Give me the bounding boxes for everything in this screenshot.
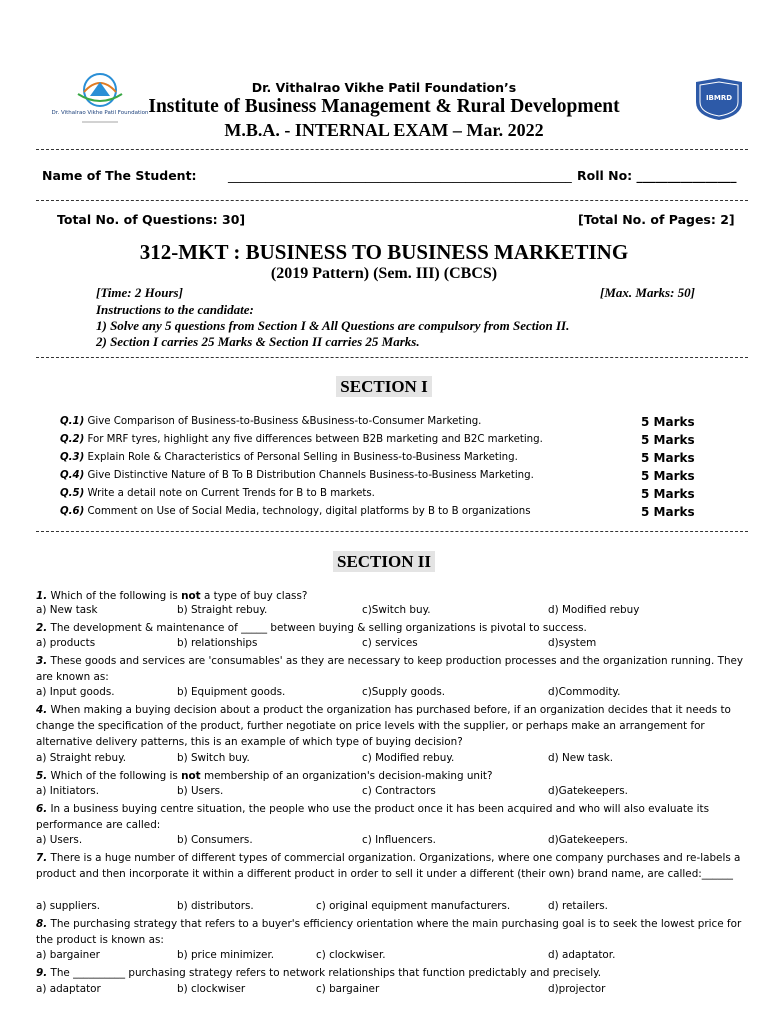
institute-name: Institute of Business Management & Rural Development [148,96,620,117]
mcq-option: d)Gatekeepers. [548,834,628,846]
mcq-option: c) Influencers. [362,834,436,846]
mcq-question: 4. When making a buying decision about a product the organization has purchased before, if an organization decides that it needs to change the specification of the product, further negotiate on price levels with the supplier, or perhaps make an arrangement for alternative delivery patterns, this is an example of which type of buying decision? [36,704,731,748]
mcq-option: b) clockwiser [177,983,246,995]
question-marks: 5 Marks [641,469,695,483]
section1-question: Q.3) Explain Role & Characteristics of Personal Selling in Business-to-Business Marketing. [60,452,518,463]
mcq-question: 8. The purchasing strategy that refers to a buyer's efficiency orientation where the main purchasing goal is to seek the lowest price for the product is known as: [36,918,742,946]
total-questions: Total No. of Questions: 30] [57,212,246,227]
mcq-question: 9. The __________ purchasing strategy refers to network relationships that function predictably and precisely. [36,967,602,979]
mcq-option: d) retailers. [548,900,608,912]
divider [36,200,748,201]
roll-number: Roll No: ________________ [577,168,737,183]
mcq-option: d) Modified rebuy [548,604,640,616]
mcq-option: c) clockwiser. [316,949,386,961]
mcq-option: c)Switch buy. [362,604,431,616]
mcq-option: d)system [548,637,597,649]
foundation-name: Dr. Vithalrao Vikhe Patil Foundation’s [251,80,517,95]
mcq-option: a) suppliers. [36,900,101,912]
mcq-option: c) Contractors [362,785,436,797]
mcq-option: b) price minimizer. [177,949,275,961]
student-name-line: _______________________________________________________ [228,168,572,183]
mcq-option: c) bargainer [316,983,380,995]
mcq-option: b) Consumers. [177,834,253,846]
max-marks: [Max. Marks: 50] [600,285,695,300]
section1-question: Q.4) Give Distinctive Nature of B To B Distribution Channels Business-to-Business Marketing. [60,470,534,481]
question-marks: 5 Marks [641,415,695,429]
mcq-option: b) relationships [177,637,258,649]
mcq-option: b) distributors. [177,900,254,912]
mcq-question: 6. In a business buying centre situation, the people who use the product once it has been acquired and who will also evaluate its performance are called: [36,803,709,831]
divider [36,531,748,532]
section1-question: Q.5) Write a detail note on Current Trends for B to B markets. [60,488,375,499]
question-marks: 5 Marks [641,451,695,465]
paper-subtitle: (2019 Pattern) (Sem. III) (CBCS) [270,265,498,282]
exam-title: M.B.A. - INTERNAL EXAM – Mar. 2022 [224,120,544,140]
instruction-2: 2) Section I carries 25 Marks & Section II carries 25 Marks. [96,334,420,349]
mcq-option: a) Users. [36,834,83,846]
divider [36,357,748,358]
mcq-option: a) Initiators. [36,785,100,797]
question-marks: 5 Marks [641,433,695,447]
divider [36,149,748,150]
total-pages: [Total No. of Pages: 2] [578,212,735,227]
instruction-1: 1) Solve any 5 questions from Section I & All Questions are compulsory from Section II. [96,318,570,333]
mcq-option: b) Straight rebuy. [177,604,268,616]
mcq-option: c) Modified rebuy. [362,752,455,764]
mcq-option: d)Commodity. [548,686,621,698]
mcq-option: c)Supply goods. [362,686,446,698]
mcq-option: b) Equipment goods. [177,686,286,698]
mcq-option: d) New task. [548,752,614,764]
question-marks: 5 Marks [641,487,695,501]
mcq-option: c) original equipment manufacturers. [316,900,511,912]
mcq-option: a) New task [36,604,98,616]
mcq-option: a) bargainer [36,949,100,961]
section1-question: Q.2) For MRF tyres, highlight any five differences between B2B marketing and B2C marketing. [60,434,543,445]
mcq-option: a) adaptator [36,983,101,995]
mcq-option: d)Gatekeepers. [548,785,628,797]
mcq-question: 2. The development & maintenance of _____ between buying & selling organizations is pivotal to success. [36,622,587,634]
mcq-question: 1. Which of the following is not a type of buy class? [36,590,308,602]
mcq-question: 5. Which of the following is not membership of an organization's decision-making unit? [36,770,493,782]
logo-right-text: IBMRD [705,94,733,102]
question-marks: 5 Marks [641,505,695,519]
section-2-heading: SECTION II [0,552,768,572]
student-name-label: Name of The Student: [42,168,197,183]
paper-title: 312-MKT : BUSINESS TO BUSINESS MARKETING [139,240,629,264]
mcq-question: 7. There is a huge number of different types of commercial organization. Organizations, where one company purchases and re-labels a product and then incorporate it within a different product in order to sell it under a different (their own) brand name, are called:______ [36,852,741,880]
instructions-heading: Instructions to the candidate: [96,302,254,317]
mcq-option: d) adaptator. [548,949,616,961]
section1-question: Q.6) Comment on Use of Social Media, technology, digital platforms by B to B organizations [60,506,531,517]
section-1-heading: SECTION I [0,377,768,397]
mcq-option: b) Users. [177,785,224,797]
mcq-option: a) Input goods. [36,686,115,698]
mcq-question: 3. These goods and services are 'consumables' as they are necessary to keep production processes and the organization running. They are known as: [36,655,744,683]
exam-time: [Time: 2 Hours] [96,285,183,300]
mcq-option: a) Straight rebuy. [36,752,127,764]
mcq-option: c) services [362,637,418,649]
mcq-option: a) products [36,637,96,649]
mcq-option: b) Switch buy. [177,752,250,764]
logo-left-text: Dr. Vithalrao Vikhe Patil Foundation [51,110,149,116]
section1-question: Q.1) Give Comparison of Business-to-Business &Business-to-Consumer Marketing. [60,416,482,427]
mcq-option: d)projector [548,983,606,995]
